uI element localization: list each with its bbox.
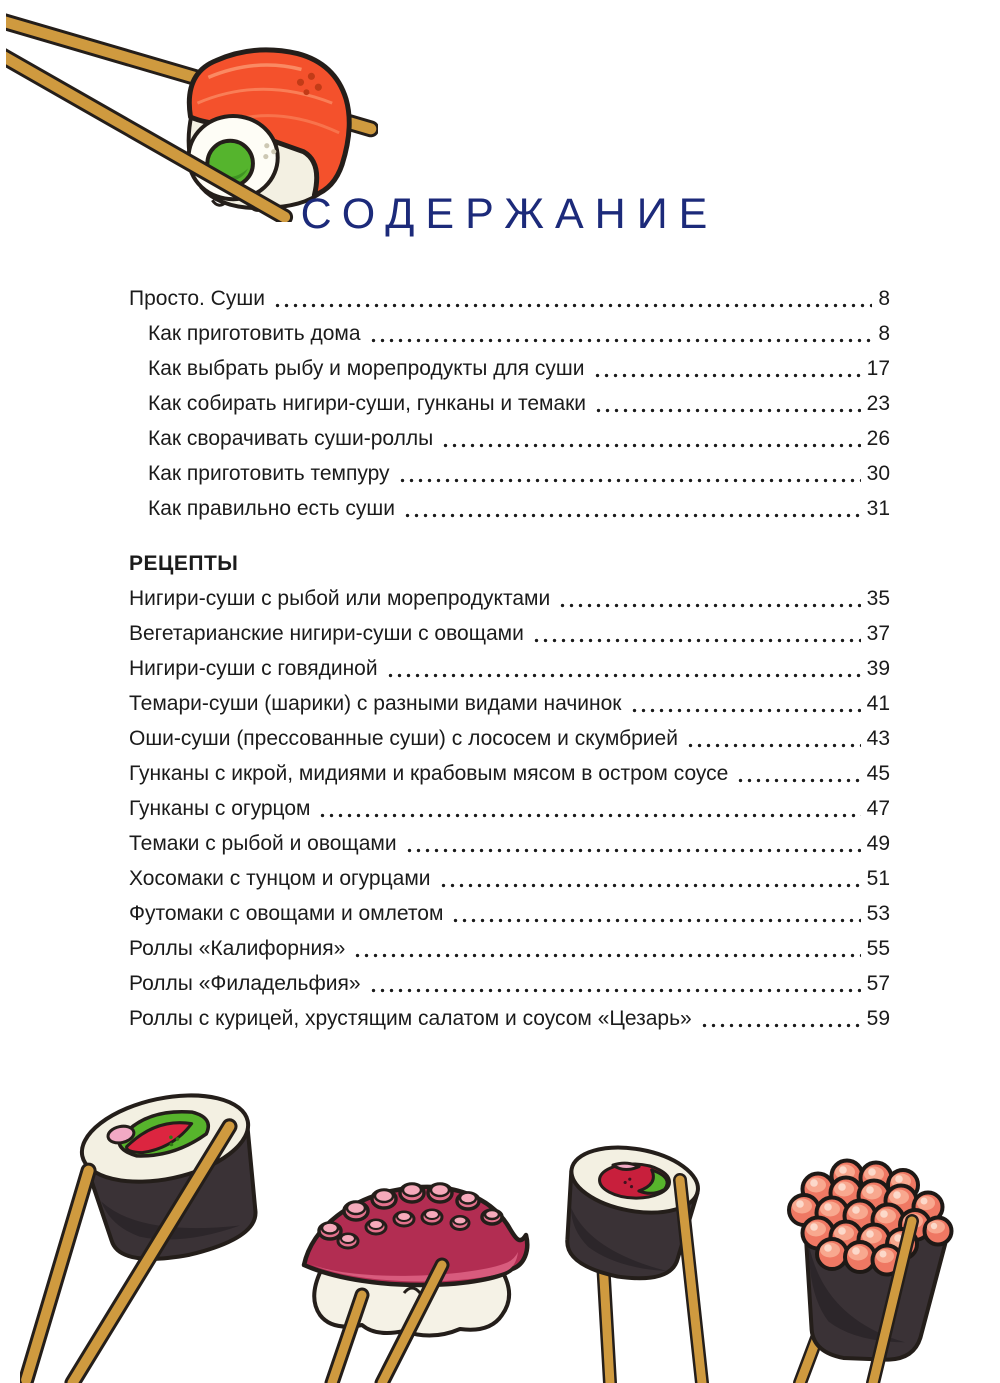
toc-entry-label: Как сворачивать суши-роллы bbox=[148, 427, 434, 450]
maki-roll-illustration bbox=[552, 1118, 722, 1383]
toc-entry-label: Темари-суши (шарики) с разными видами начинок bbox=[129, 692, 622, 715]
toc-entry-label: Темаки с рыбой и овощами bbox=[129, 832, 397, 855]
page-title: СОДЕРЖАНИЕ bbox=[300, 190, 719, 238]
toc-entry bbox=[129, 456, 890, 491]
toc-entry bbox=[129, 826, 890, 861]
toc-entry-page-number: 53 bbox=[866, 902, 890, 925]
toc-entry-page-number: 8 bbox=[878, 322, 890, 345]
tako-nigiri-illustration bbox=[292, 1165, 532, 1383]
maki-roll-illustration bbox=[20, 1068, 292, 1383]
dotted-leader bbox=[351, 931, 860, 966]
toc-entry-page-number: 57 bbox=[866, 972, 890, 995]
toc-entry bbox=[129, 721, 890, 756]
toc-entry-label: Роллы «Филадельфия» bbox=[129, 972, 361, 995]
dotted-leader bbox=[367, 316, 873, 351]
maki-roll-body bbox=[74, 1082, 272, 1273]
toc-entry-page-number: 41 bbox=[866, 692, 890, 715]
dotted-leader bbox=[367, 966, 861, 1001]
dotted-leader bbox=[734, 756, 860, 791]
dotted-leader bbox=[684, 721, 861, 756]
dotted-leader bbox=[628, 686, 861, 721]
toc-entry-page-number: 23 bbox=[866, 392, 890, 415]
dotted-leader bbox=[449, 896, 860, 931]
toc-entry bbox=[129, 931, 890, 966]
toc-entry bbox=[129, 896, 890, 931]
dotted-leader bbox=[698, 1001, 861, 1036]
sushi-roll-body bbox=[189, 50, 350, 210]
toc-entry-label: Нигири-суши с говядиной bbox=[129, 657, 378, 680]
toc-entry-page-number: 8 bbox=[878, 287, 890, 310]
toc-entry-label: Гунканы с огурцом bbox=[129, 797, 311, 820]
toc-entry-page-number: 47 bbox=[866, 797, 890, 820]
dotted-leader bbox=[530, 616, 861, 651]
toc-entry bbox=[129, 966, 890, 1001]
toc-entry-label: Гунканы с икрой, мидиями и крабовым мясом в остром соусе bbox=[129, 762, 729, 785]
toc-entry-page-number: 49 bbox=[866, 832, 890, 855]
toc-entry-page-number: 39 bbox=[866, 657, 890, 680]
toc-entry-label: Как выбрать рыбу и морепродукты для суши bbox=[148, 357, 585, 380]
toc-entry-page-number: 51 bbox=[866, 867, 890, 890]
toc-entry bbox=[129, 651, 890, 686]
toc-entry-label: Хосомаки с тунцом и огурцами bbox=[129, 867, 431, 890]
toc-entry bbox=[129, 791, 890, 826]
ikura-gunkan-illustration bbox=[770, 1143, 975, 1383]
toc-entry-page-number: 43 bbox=[866, 727, 890, 750]
toc-entry-label: Просто. Суши bbox=[129, 287, 265, 310]
toc-entry-label: Как приготовить дома bbox=[148, 322, 361, 345]
octopus-tentacle bbox=[304, 1184, 527, 1285]
table-of-contents bbox=[129, 281, 890, 1036]
dotted-leader bbox=[556, 581, 860, 616]
dotted-leader bbox=[271, 281, 872, 316]
toc-entry bbox=[129, 421, 890, 456]
toc-entry-label: Нигири-суши с рыбой или морепродуктами bbox=[129, 587, 551, 610]
toc-entry-label: Как правильно есть суши bbox=[148, 497, 396, 520]
toc-entry bbox=[129, 581, 890, 616]
toc-entry-page-number: 45 bbox=[866, 762, 890, 785]
dotted-leader bbox=[403, 826, 861, 861]
dotted-leader bbox=[437, 861, 861, 896]
toc-entry bbox=[129, 491, 890, 526]
dotted-leader bbox=[384, 651, 861, 686]
dotted-leader bbox=[401, 491, 861, 526]
toc-entry-label: Роллы с курицей, хрустящим салатом и соусом «Цезарь» bbox=[129, 1007, 692, 1030]
toc-entry-page-number: 55 bbox=[866, 937, 890, 960]
dotted-leader bbox=[316, 791, 860, 826]
dotted-leader bbox=[592, 386, 861, 421]
toc-entry-label: Как приготовить темпуру bbox=[148, 462, 390, 485]
toc-entry-page-number: 59 bbox=[866, 1007, 890, 1030]
toc-entry-page-number: 26 bbox=[866, 427, 890, 450]
toc-entry bbox=[129, 281, 890, 316]
toc-entry bbox=[129, 616, 890, 651]
dotted-leader bbox=[439, 421, 860, 456]
toc-entry-label: Оши-суши (прессованные суши) с лососем и скумбрией bbox=[129, 727, 678, 750]
chopstick-icon bbox=[26, 1171, 88, 1380]
toc-entry-label: Роллы «Калифорния» bbox=[129, 937, 346, 960]
toc-entry-page-number: 17 bbox=[866, 357, 890, 380]
dotted-leader bbox=[591, 351, 861, 386]
toc-section-header: РЕЦЕПТЫ bbox=[129, 552, 239, 575]
toc-entry-page-number: 31 bbox=[866, 497, 890, 520]
toc-entry-label: Как собирать нигири-суши, гунканы и темаки bbox=[148, 392, 587, 415]
toc-entry bbox=[129, 1001, 890, 1036]
toc-entry bbox=[129, 386, 890, 421]
toc-entry-label: Футомаки с овощами и омлетом bbox=[129, 902, 444, 925]
toc-entry-page-number: 30 bbox=[866, 462, 890, 485]
dotted-leader bbox=[396, 456, 861, 491]
toc-entry bbox=[129, 756, 890, 791]
toc-entry bbox=[129, 686, 890, 721]
toc-entry-label: Вегетарианские нигири-суши с овощами bbox=[129, 622, 524, 645]
toc-entry bbox=[129, 316, 890, 351]
toc-entry-page-number: 35 bbox=[866, 587, 890, 610]
toc-entry bbox=[129, 861, 890, 896]
toc-entry-page-number: 37 bbox=[866, 622, 890, 645]
toc-entry bbox=[129, 351, 890, 386]
